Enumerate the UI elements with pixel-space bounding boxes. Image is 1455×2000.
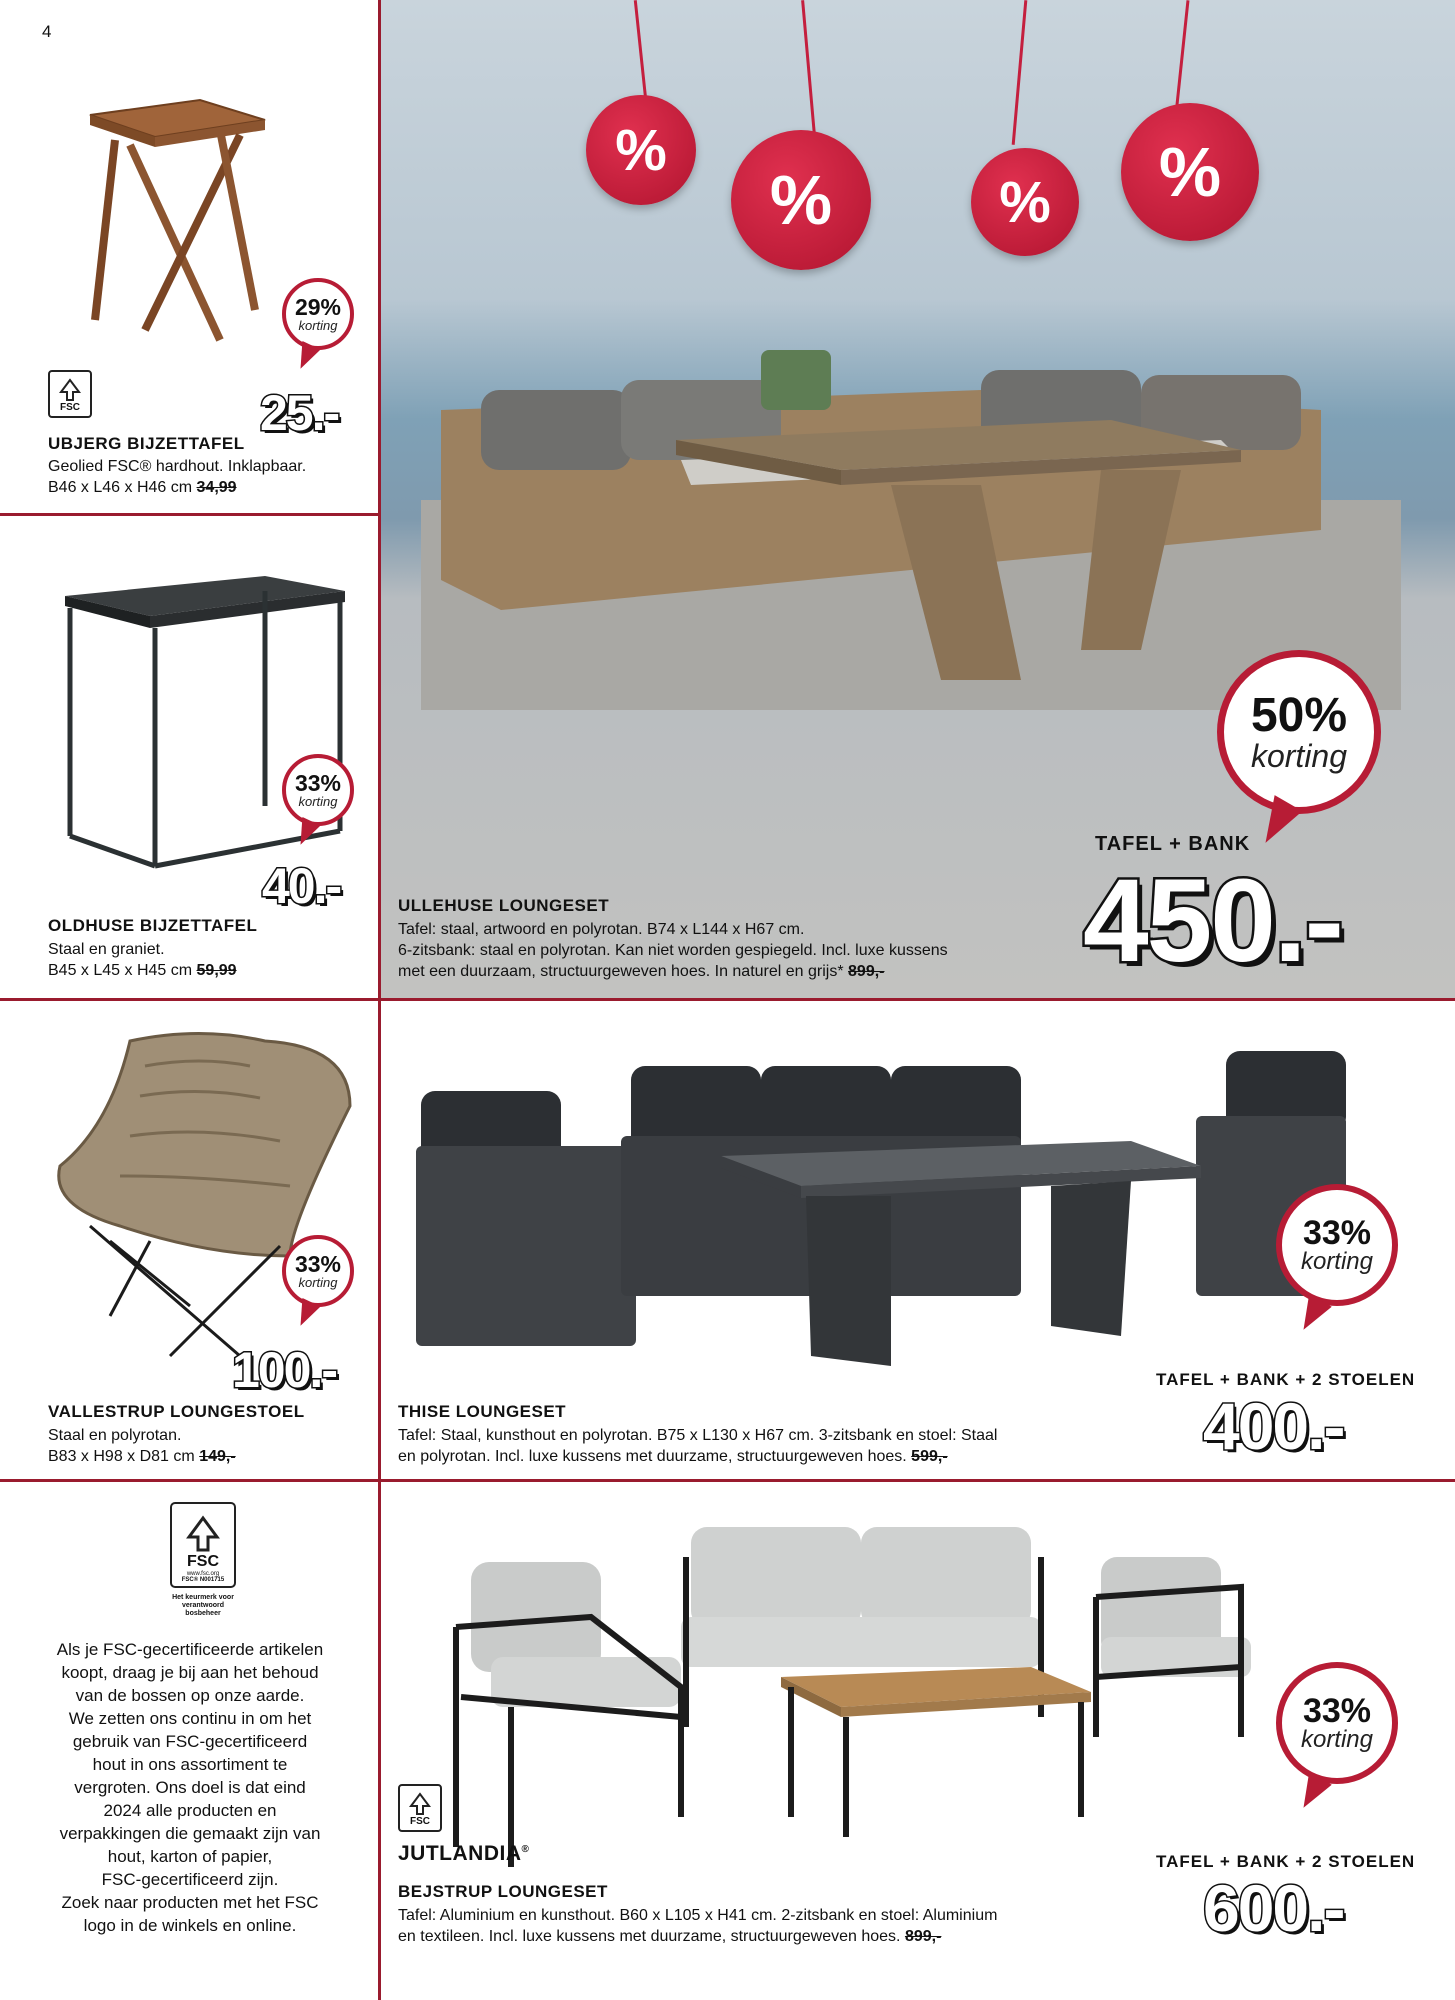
dark-rattan-lounge-set-image [411,1016,1411,1376]
fsc-text-line: We zetten ons continu in om het [68,1709,312,1728]
discount-percent: 50% [1250,689,1348,742]
percent-tag [731,130,871,270]
fsc-text-line: gebruik van FSC-gecertificeerd [72,1732,308,1751]
product-title: THISE LOUNGESET [398,1402,567,1421]
price: 100.- [232,1342,336,1398]
fsc-logo-url: www.fsc.org [186,1571,220,1577]
fsc-text [40,1638,340,1937]
fsc-text-line: vergroten. Ons doel is dat eind [74,1778,306,1797]
set-label: TAFEL + BANK + 2 STOELEN [1156,1370,1416,1389]
fsc-info [0,1482,378,2000]
brand-logo [398,1842,529,1866]
fsc-label: FSC [60,402,80,413]
fsc-text-line: hout, karton of papier, [107,1847,273,1866]
discount-percent: 29% [294,294,342,320]
wooden-side-table-image [70,95,280,355]
percent-tag [971,148,1079,256]
tag-symbol: % [999,169,1051,235]
discount-label: korting [1300,1248,1374,1275]
fsc-label: FSC [410,1816,430,1827]
product-desc-2: 6-zitsbank: staal en polyrotan. Kan niet worden gespiegeld. Incl. luxe kussens [398,942,948,959]
discount-percent: 33% [1302,1692,1372,1730]
fsc-text-line: logo in de winkels en online. [83,1916,297,1935]
discount-percent: 33% [294,1251,342,1277]
tree-icon [183,1515,223,1553]
fsc-text-line: Als je FSC-gecertificeerde artikelen [56,1640,324,1659]
product-desc-1: Tafel: Staal, kunsthout en polyrotan. B75 x L130 x H67 cm. 3-zitsbank en stoel: Staal [398,1427,998,1444]
product-desc-3 [398,961,885,982]
price: 25.- [260,385,339,441]
product-vallestrup[interactable] [0,1001,378,1479]
discount-badge [282,1235,354,1307]
fsc-logo [398,1784,442,1832]
product-title: UBJERG BIJZETTAFEL [48,434,245,453]
product-bejstrup[interactable] [381,1482,1455,2000]
wicker-lounge-set-image [421,350,1401,710]
desc-text: en textileen. Incl. luxe kussens met duurzame, structuurgeweven hoes. [398,1928,901,1945]
fsc-text-line: Zoek naar producten met het FSC [61,1893,319,1912]
price: 600.- [1203,1871,1344,1945]
dimensions: B83 x H98 x D81 cm [48,1448,195,1465]
aluminium-lounge-set-image [451,1517,1374,1877]
tag-symbol: % [1158,133,1222,211]
desc-text: en polyrotan. Incl. luxe kussens met duurzame, structuurgeweven hoes. [398,1448,907,1465]
desc-text: met een duurzaam, structuurgeweven hoes. In naturel en grijs* [398,963,844,980]
percent-tag [1121,103,1259,241]
old-price: 59,99 [196,962,237,979]
caption-line: bosbeheer [185,1610,221,1617]
discount-label: korting [298,318,338,333]
product-desc-1: Geolied FSC® hardhout. Inklapbaar. [48,458,307,475]
old-price: 599,- [911,1448,948,1465]
product-title: ULLEHUSE LOUNGESET [398,896,610,915]
product-desc-1: Tafel: Aluminium en kunsthout. B60 x L105 x H41 cm. 2-zitsbank en stoel: Aluminium [398,1907,998,1924]
fsc-logo-text: FSC [187,1553,219,1570]
fsc-text-line: 2024 alle producten en [103,1801,277,1820]
discount-badge [282,278,354,350]
fsc-logo-large [170,1502,236,1588]
old-price: 34,99 [196,479,237,496]
page-number: 4 [42,22,52,41]
old-price: 899,- [904,1928,942,1945]
set-label: TAFEL + BANK [1095,833,1251,855]
discount-badge [1276,1184,1398,1306]
product-desc-2 [48,1446,236,1467]
discount-percent: 33% [1302,1214,1372,1252]
product-ullehuse[interactable] [381,0,1455,998]
dimensions: B46 x L46 x H46 cm [48,479,193,496]
product-title: VALLESTRUP LOUNGESTOEL [48,1402,305,1421]
product-title: OLDHUSE BIJZETTAFEL [48,916,258,935]
product-desc-1: Tafel: staal, artwoord en polyrotan. B74 x L144 x H67 cm. [398,921,805,938]
caption-line: verantwoord [181,1602,224,1609]
dimensions: B45 x L45 x H45 cm [48,962,193,979]
product-desc-1: Staal en polyrotan. [48,1427,182,1444]
fsc-text-line: van de bossen op onze aarde. [75,1686,305,1705]
discount-label: korting [298,794,338,809]
product-desc-1: Staal en graniet. [48,941,165,958]
price: 40.- [262,858,341,914]
discount-label: korting [1300,1726,1374,1753]
product-ubjerg[interactable] [0,0,378,513]
price: 400.- [1203,1389,1344,1463]
product-desc-2 [48,477,237,498]
fsc-logo-code: FSC® N001715 [181,1577,225,1583]
tag-symbol: % [615,117,667,183]
product-title: BEJSTRUP LOUNGESET [398,1882,608,1901]
discount-badge [1217,650,1381,814]
fsc-text-line: verpakkingen die gemaakt zijn van [59,1824,321,1843]
fsc-text-line: hout in ons assortiment te [92,1755,288,1774]
brand-mark: ® [521,1844,530,1855]
product-desc-2 [398,1926,941,1947]
set-label: TAFEL + BANK + 2 STOELEN [1156,1852,1416,1871]
caption-line: Het keurmerk voor [172,1594,234,1601]
fsc-logo [48,370,92,418]
discount-label: korting [298,1275,338,1290]
discount-badge [1276,1662,1398,1784]
tree-icon [407,1792,433,1816]
brand-name: JUTLANDIA [398,1842,522,1865]
product-thise[interactable] [381,1001,1455,1479]
product-oldhuse[interactable] [0,516,378,998]
fsc-text-line: FSC-gecertificeerd zijn. [101,1870,279,1889]
percent-tag [586,95,696,205]
fsc-text-line: koopt, draag je bij aan het behoud [61,1663,319,1682]
tag-symbol: % [769,161,833,239]
product-desc-2 [48,960,237,981]
fsc-logo-caption [150,1594,256,1618]
butterfly-chair-image [50,1026,360,1376]
tree-icon [57,378,83,402]
discount-label: korting [1250,738,1348,774]
discount-badge [282,754,354,826]
price: 450.- [1083,855,1342,987]
discount-percent: 33% [294,770,342,796]
old-price: 149,- [199,1448,236,1465]
product-desc-2 [398,1446,948,1467]
old-price: 899,- [848,963,885,980]
